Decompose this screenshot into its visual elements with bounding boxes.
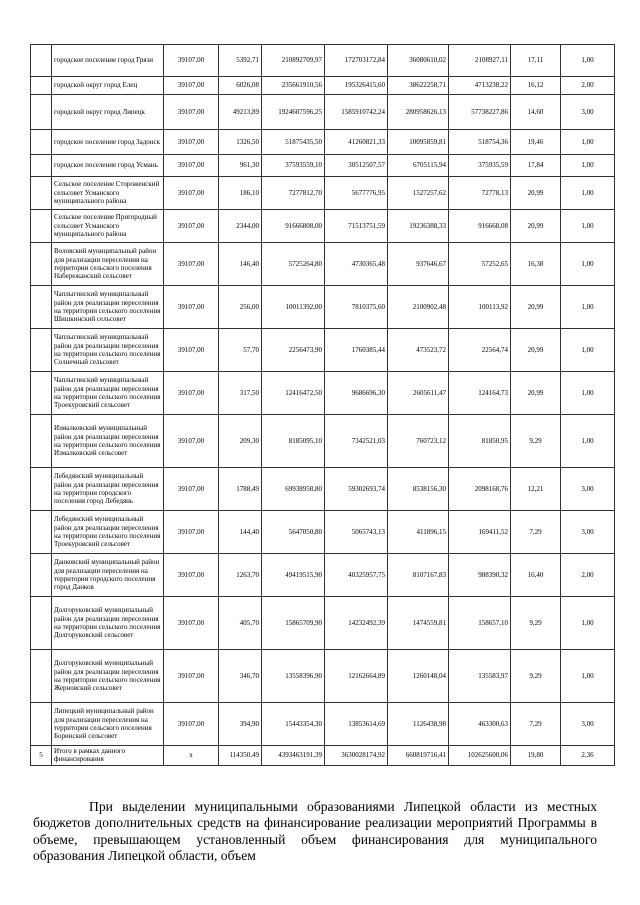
regional-budget-cell: 760723,12 xyxy=(388,415,449,468)
area-cell: 5392,71 xyxy=(219,45,262,77)
share-percent-cell: 17,84 xyxy=(511,155,561,177)
cost-per-meter-cell: 39107,00 xyxy=(164,45,219,77)
share-percent-cell: 19,46 xyxy=(511,130,561,155)
cost-per-meter-cell: 39107,00 xyxy=(164,155,219,177)
territory-name-cell: Чаплыгинский муниципальный район для реализации переселения на территории сельского поселения Троекуровский сельсовет xyxy=(52,372,164,415)
local-percent-cell: 3,00 xyxy=(561,95,615,130)
row-number-cell xyxy=(31,650,52,703)
total-cost-cell: 15443354,30 xyxy=(262,703,325,746)
territory-name-cell: городское поселение город Усмань xyxy=(52,155,164,177)
local-percent-cell: 3,00 xyxy=(561,511,615,554)
row-number-cell xyxy=(31,95,52,130)
territory-name-cell: городской округ город Липецк xyxy=(52,95,164,130)
regional-budget-cell: 473523,72 xyxy=(388,329,449,372)
table-row xyxy=(31,329,615,372)
table-row xyxy=(31,468,615,511)
local-percent-cell: 1,00 xyxy=(561,45,615,77)
area-cell: 49213,89 xyxy=(219,95,262,130)
share-percent-cell: 7,29 xyxy=(511,511,561,554)
table-row xyxy=(31,45,615,77)
row-number-cell xyxy=(31,77,52,95)
fund-share-cell: 5677776,95 xyxy=(325,177,388,210)
share-percent-cell: 16,40 xyxy=(511,554,561,597)
fund-share-cell: 71513751,59 xyxy=(325,210,388,243)
fund-share-cell: 1760385,44 xyxy=(325,329,388,372)
share-percent-cell: 14,60 xyxy=(511,95,561,130)
local-budget-cell: 102625600,06 xyxy=(449,746,511,766)
territory-name-cell: Чаплыгинский муниципальный район для реализации переселения на территории сельского поселения Солнечный сельсовет xyxy=(52,329,164,372)
share-percent-cell: 16,38 xyxy=(511,243,561,286)
local-budget-cell: 57738227,86 xyxy=(449,95,511,130)
fund-share-cell: 12162664,89 xyxy=(325,650,388,703)
area-cell: 1788,49 xyxy=(219,468,262,511)
row-number-cell xyxy=(31,130,52,155)
fund-share-cell: 7342521,03 xyxy=(325,415,388,468)
regional-budget-cell: 2100902,48 xyxy=(388,286,449,329)
row-number-cell xyxy=(31,597,52,650)
fund-share-cell: 3630028174,92 xyxy=(325,746,388,766)
total-cost-cell: 13558396,90 xyxy=(262,650,325,703)
regional-budget-cell: 6705115,94 xyxy=(388,155,449,177)
regional-budget-cell: 2605611,47 xyxy=(388,372,449,415)
local-budget-cell: 100113,92 xyxy=(449,286,511,329)
local-percent-cell: 1,00 xyxy=(561,243,615,286)
row-number-cell xyxy=(31,286,52,329)
total-cost-cell: 12416472,50 xyxy=(262,372,325,415)
area-cell: 6026,08 xyxy=(219,77,262,95)
territory-name-cell: Чаплыгинский муниципальный район для реализации переселения на территории сельского поселения Шишкинский сельсовет xyxy=(52,286,164,329)
territory-name-cell: Долгоруковский муниципальный район для реализации переселения на территории сельского поселения Жерновский сельсовет xyxy=(52,650,164,703)
territory-name-cell: городское поселение город Задонск xyxy=(52,130,164,155)
fund-share-cell: 59302693,74 xyxy=(325,468,388,511)
local-budget-cell: 72778,13 xyxy=(449,177,511,210)
cost-per-meter-cell: 39107,00 xyxy=(164,329,219,372)
local-budget-cell: 988390,32 xyxy=(449,554,511,597)
fund-share-cell: 4730365,48 xyxy=(325,243,388,286)
local-percent-cell: 1,00 xyxy=(561,372,615,415)
local-budget-cell: 463300,63 xyxy=(449,703,511,746)
territory-name-cell: Липецкий муниципальный район для реализации переселения на территории сельского поселения Боринский сельсовет xyxy=(52,703,164,746)
table-row xyxy=(31,130,615,155)
local-percent-cell: 1,00 xyxy=(561,155,615,177)
area-cell: 256,00 xyxy=(219,286,262,329)
regional-budget-cell: 38622258,71 xyxy=(388,77,449,95)
row-number-cell xyxy=(31,511,52,554)
territory-name-cell: Измалковский муниципальный район для реализации переселения на территории сельского поселения Измалковский сельсовет xyxy=(52,415,164,468)
cost-per-meter-cell: 39107,00 xyxy=(164,77,219,95)
row-number-cell xyxy=(31,177,52,210)
total-cost-cell: 4393463191,39 xyxy=(262,746,325,766)
area-cell: 405,70 xyxy=(219,597,262,650)
share-percent-cell: 20,99 xyxy=(511,210,561,243)
local-budget-cell: 22564,74 xyxy=(449,329,511,372)
area-cell: 114350,49 xyxy=(219,746,262,766)
table-body xyxy=(31,45,615,766)
cost-per-meter-cell: 39107,00 xyxy=(164,130,219,155)
share-percent-cell: 20,99 xyxy=(511,286,561,329)
local-percent-cell: 1,00 xyxy=(561,329,615,372)
local-budget-cell: 158657,10 xyxy=(449,597,511,650)
total-cost-cell: 8185095,10 xyxy=(262,415,325,468)
share-percent-cell: 20,99 xyxy=(511,177,561,210)
regional-budget-cell: 10095859,81 xyxy=(388,130,449,155)
local-budget-cell: 169411,52 xyxy=(449,511,511,554)
cost-per-meter-cell: 39107,00 xyxy=(164,95,219,130)
share-percent-cell: 9,29 xyxy=(511,415,561,468)
row-number-cell xyxy=(31,45,52,77)
row-number-cell xyxy=(31,554,52,597)
total-cost-cell: 5725264,80 xyxy=(262,243,325,286)
regional-budget-cell: 411896,15 xyxy=(388,511,449,554)
regional-budget-cell: 660819716,41 xyxy=(388,746,449,766)
local-budget-cell: 916668,08 xyxy=(449,210,511,243)
regional-budget-cell: 1260148,04 xyxy=(388,650,449,703)
local-percent-cell: 2,00 xyxy=(561,77,615,95)
row-number-cell xyxy=(31,155,52,177)
table-row xyxy=(31,554,615,597)
area-cell: 1263,70 xyxy=(219,554,262,597)
share-percent-cell: 19,80 xyxy=(511,746,561,766)
area-cell: 1326,50 xyxy=(219,130,262,155)
local-percent-cell: 1,00 xyxy=(561,415,615,468)
cost-per-meter-cell: 39107,00 xyxy=(164,650,219,703)
total-cost-cell: 37593559,10 xyxy=(262,155,325,177)
total-cost-cell: 91666808,00 xyxy=(262,210,325,243)
total-cost-cell: 7277812,70 xyxy=(262,177,325,210)
share-percent-cell: 12,21 xyxy=(511,468,561,511)
share-percent-cell: 20,99 xyxy=(511,329,561,372)
area-cell: 57,70 xyxy=(219,329,262,372)
cost-per-meter-cell: 39107,00 xyxy=(164,243,219,286)
total-cost-cell: 2256473,90 xyxy=(262,329,325,372)
territory-name-cell: городское поселение город Грязи xyxy=(52,45,164,77)
cost-per-meter-cell: 39107,00 xyxy=(164,372,219,415)
local-percent-cell: 3,00 xyxy=(561,703,615,746)
local-percent-cell: 3,00 xyxy=(561,468,615,511)
cost-per-meter-cell: 39107,00 xyxy=(164,177,219,210)
cost-per-meter-cell: 39107,00 xyxy=(164,511,219,554)
table-row xyxy=(31,415,615,468)
share-percent-cell: 20,99 xyxy=(511,372,561,415)
table-row xyxy=(31,95,615,130)
regional-budget-cell: 937646,67 xyxy=(388,243,449,286)
row-number-cell xyxy=(31,329,52,372)
local-percent-cell: 1,00 xyxy=(561,210,615,243)
row-number-cell xyxy=(31,372,52,415)
local-percent-cell: 1,00 xyxy=(561,286,615,329)
program-financing-table xyxy=(30,44,615,766)
area-cell: 961,30 xyxy=(219,155,262,177)
area-cell: 2344,00 xyxy=(219,210,262,243)
total-cost-cell: 210892709,97 xyxy=(262,45,325,77)
fund-share-cell: 41260821,33 xyxy=(325,130,388,155)
total-cost-cell: 49419515,90 xyxy=(262,554,325,597)
cost-per-meter-cell: 39107,00 xyxy=(164,554,219,597)
cost-per-meter-cell: 39107,00 xyxy=(164,415,219,468)
fund-share-cell: 40325957,75 xyxy=(325,554,388,597)
area-cell: 394,90 xyxy=(219,703,262,746)
local-budget-cell: 124164,73 xyxy=(449,372,511,415)
fund-share-cell: 172703172,84 xyxy=(325,45,388,77)
total-cost-cell: 69938958,80 xyxy=(262,468,325,511)
share-percent-cell: 17,11 xyxy=(511,45,561,77)
local-percent-cell: 1,00 xyxy=(561,597,615,650)
regional-budget-cell: 19236388,33 xyxy=(388,210,449,243)
cost-per-meter-cell: 39107,00 xyxy=(164,286,219,329)
territory-name-cell: Данковский муниципальный район для реализации переселения на территории городского поселения город Данков xyxy=(52,554,164,597)
fund-share-cell: 1585910742,24 xyxy=(325,95,388,130)
fund-share-cell: 13853614,69 xyxy=(325,703,388,746)
local-percent-cell: 1,00 xyxy=(561,650,615,703)
fund-share-cell: 7810375,60 xyxy=(325,286,388,329)
table-row xyxy=(31,372,615,415)
territory-name-cell: Сельское поселение Стороженский сельсовет Усманского муниципального района xyxy=(52,177,164,210)
local-budget-cell: 135583,97 xyxy=(449,650,511,703)
territory-name-cell: Итого в рамках данного финансирования xyxy=(52,746,164,766)
area-cell: 317,50 xyxy=(219,372,262,415)
row-number-cell xyxy=(31,415,52,468)
local-budget-cell: 81850,95 xyxy=(449,415,511,468)
territory-name-cell: Долгоруковский муниципальный район для реализации переселения на территории сельского поселения Долгоруковский сельсовет xyxy=(52,597,164,650)
fund-share-cell: 9686696,30 xyxy=(325,372,388,415)
area-cell: 209,30 xyxy=(219,415,262,468)
total-cost-cell: 235661910,56 xyxy=(262,77,325,95)
local-percent-cell: 2,36 xyxy=(561,746,615,766)
total-cost-cell: 51875435,50 xyxy=(262,130,325,155)
table-row xyxy=(31,650,615,703)
area-cell: 146,40 xyxy=(219,243,262,286)
territory-name-cell: Лебедянский муниципальный район для реализации переселения на территории сельского поселения Троекуровский сельсовет xyxy=(52,511,164,554)
cost-per-meter-cell: 39107,00 xyxy=(164,597,219,650)
regional-budget-cell: 1474559,81 xyxy=(388,597,449,650)
area-cell: 144,40 xyxy=(219,511,262,554)
local-budget-cell: 375935,59 xyxy=(449,155,511,177)
fund-share-cell: 30512507,57 xyxy=(325,155,388,177)
territory-name-cell: Лебедянский муниципальный район для реализации переселения на территории городского поселения город Лебедянь xyxy=(52,468,164,511)
table-row xyxy=(31,243,615,286)
body-paragraph: При выделении муниципальными образованиями Липецкой области из местных бюджетов дополнительных средств на финансирование реализации мероприятий Программы в объеме, превышающем установленный объем финансирования для муниципального образования Липецкой области, объем xyxy=(33,799,597,863)
territory-name-cell: Воловский муниципальный район для реализации переселения на территории сельского поселения Набережанский сельсовет xyxy=(52,243,164,286)
table-row xyxy=(31,210,615,243)
local-budget-cell: 2098168,76 xyxy=(449,468,511,511)
fund-share-cell: 195326415,60 xyxy=(325,77,388,95)
local-percent-cell: 1,00 xyxy=(561,130,615,155)
table-total-row xyxy=(31,746,615,766)
area-cell: 186,10 xyxy=(219,177,262,210)
table-row xyxy=(31,155,615,177)
cost-per-meter-cell: 39107,00 xyxy=(164,703,219,746)
cost-per-meter-cell: 39107,00 xyxy=(164,210,219,243)
regional-budget-cell: 36080610,02 xyxy=(388,45,449,77)
row-number-cell xyxy=(31,243,52,286)
table-row xyxy=(31,511,615,554)
row-number-cell xyxy=(31,468,52,511)
share-percent-cell: 16,12 xyxy=(511,77,561,95)
local-budget-cell: 57252,65 xyxy=(449,243,511,286)
regional-budget-cell: 8538156,30 xyxy=(388,468,449,511)
cost-per-meter-cell: х xyxy=(164,746,219,766)
row-number-cell xyxy=(31,703,52,746)
table-row xyxy=(31,177,615,210)
territory-name-cell: Сельское поселение Пригородный сельсовет Усманского муниципального района xyxy=(52,210,164,243)
table-row xyxy=(31,286,615,329)
local-percent-cell: 2,00 xyxy=(561,554,615,597)
cost-per-meter-cell: 39107,00 xyxy=(164,468,219,511)
total-cost-cell: 15865709,90 xyxy=(262,597,325,650)
local-budget-cell: 518754,36 xyxy=(449,130,511,155)
share-percent-cell: 9,29 xyxy=(511,650,561,703)
row-number-cell: 5 xyxy=(31,746,52,766)
total-cost-cell: 5647050,80 xyxy=(262,511,325,554)
row-number-cell xyxy=(31,210,52,243)
regional-budget-cell: 1126438,98 xyxy=(388,703,449,746)
fund-share-cell: 5065743,13 xyxy=(325,511,388,554)
total-cost-cell: 10011392,00 xyxy=(262,286,325,329)
share-percent-cell: 9,29 xyxy=(511,597,561,650)
table-row xyxy=(31,703,615,746)
local-budget-cell: 4713238,22 xyxy=(449,77,511,95)
table-row xyxy=(31,597,615,650)
regional-budget-cell: 8107167,83 xyxy=(388,554,449,597)
regional-budget-cell: 280958626,13 xyxy=(388,95,449,130)
local-budget-cell: 2108927,11 xyxy=(449,45,511,77)
territory-name-cell: городской округ город Елец xyxy=(52,77,164,95)
share-percent-cell: 7,29 xyxy=(511,703,561,746)
table-row xyxy=(31,77,615,95)
total-cost-cell: 1924607596,25 xyxy=(262,95,325,130)
area-cell: 346,70 xyxy=(219,650,262,703)
local-percent-cell: 1,00 xyxy=(561,177,615,210)
fund-share-cell: 14232492,39 xyxy=(325,597,388,650)
regional-budget-cell: 1527257,62 xyxy=(388,177,449,210)
